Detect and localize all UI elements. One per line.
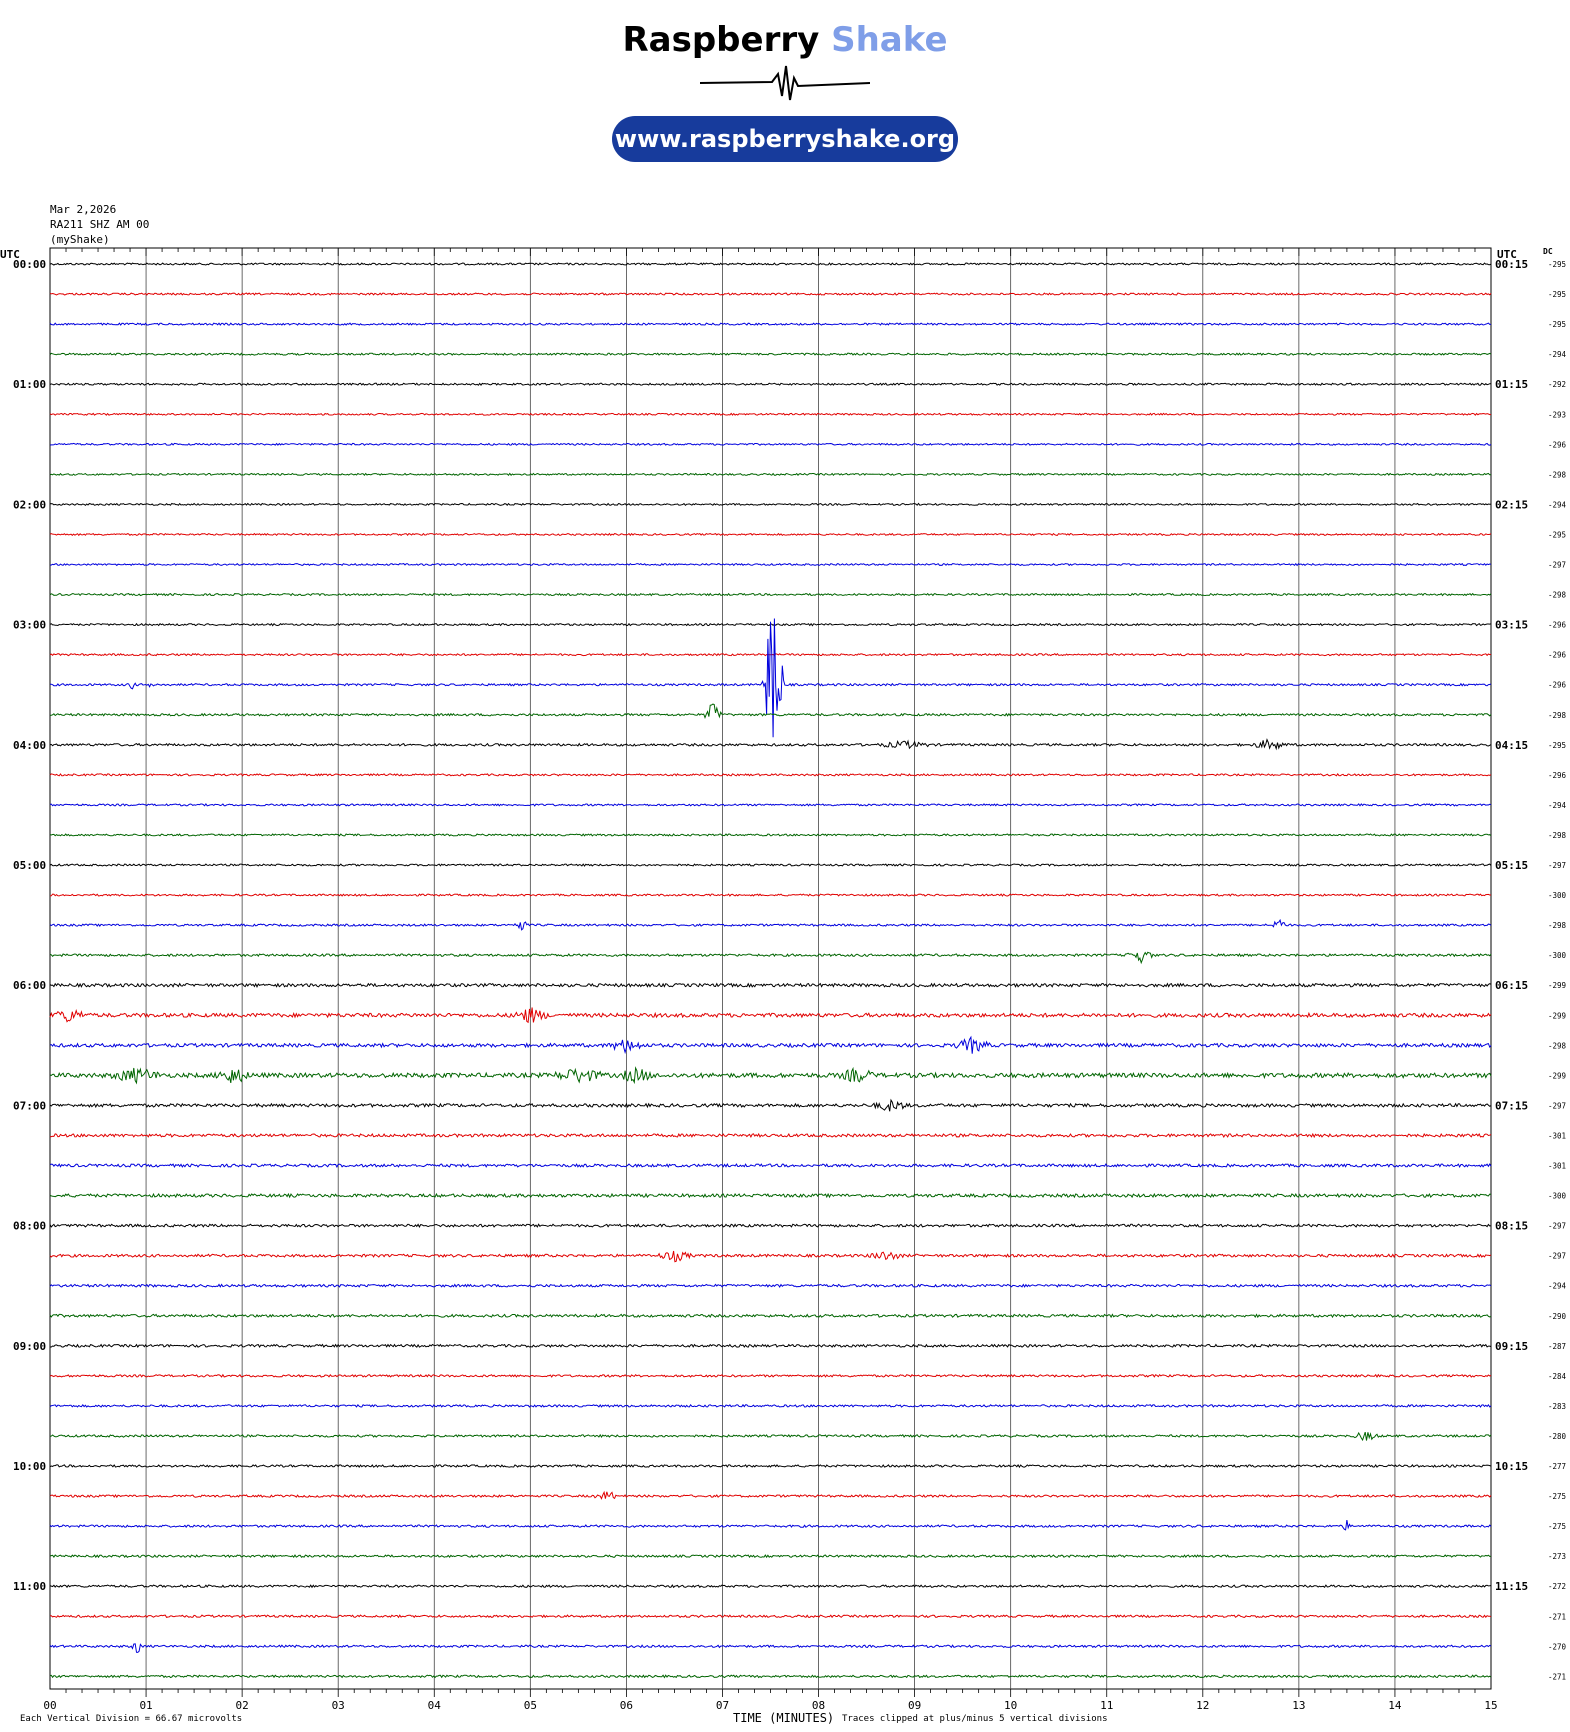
seismogram-trace <box>50 1008 1491 1023</box>
utc-hour-label-left: 09:00 <box>13 1339 47 1353</box>
dc-offset-label: -295 <box>1548 320 1567 330</box>
dc-offset-label: -295 <box>1548 530 1567 540</box>
dc-offset-label: -299 <box>1548 981 1567 991</box>
utc-hour-label-left: 07:00 <box>13 1099 47 1113</box>
dc-offset-label: -297 <box>1548 1101 1567 1111</box>
website-url-badge[interactable]: www.raspberryshake.org <box>612 116 958 162</box>
dc-offset-label: -296 <box>1548 650 1567 660</box>
dc-offset-label: -297 <box>1548 1221 1567 1231</box>
seismogram-trace <box>50 323 1491 325</box>
x-tick-label: 14 <box>1388 1699 1402 1712</box>
seismogram-trace <box>50 1644 1491 1653</box>
seismogram-trace <box>50 564 1491 566</box>
utc-hour-label-right: 06:15 <box>1495 979 1529 993</box>
utc-hour-label-right: 07:15 <box>1495 1099 1529 1113</box>
utc-hour-label-right: 11:15 <box>1495 1580 1529 1594</box>
seismogram-trace <box>50 263 1491 265</box>
seismogram-trace <box>50 413 1491 415</box>
utc-hour-label-left: 08:00 <box>13 1219 47 1233</box>
seismogram-trace <box>50 774 1491 776</box>
dc-offset-label: -296 <box>1548 440 1567 450</box>
dc-offset-label: -297 <box>1548 861 1567 870</box>
dc-offset-label: -290 <box>1548 1311 1567 1321</box>
seismogram-trace <box>50 920 1491 930</box>
seismogram-trace <box>50 1375 1491 1377</box>
dc-offset-label: -273 <box>1548 1552 1567 1562</box>
x-axis-label: TIME (MINUTES) <box>733 1711 835 1725</box>
dc-offset-label: -298 <box>1548 470 1567 480</box>
dc-offset-label: -295 <box>1548 290 1567 300</box>
utc-hour-label-left: 00:00 <box>13 258 47 271</box>
seismogram-trace <box>50 654 1491 656</box>
utc-hour-label-right: 00:15 <box>1495 258 1529 271</box>
dc-offset-label: -283 <box>1548 1401 1567 1411</box>
dc-offset-label: -292 <box>1548 380 1567 390</box>
utc-left-header: UTC <box>0 248 20 261</box>
dc-offset-label: -277 <box>1548 1462 1567 1471</box>
dc-offset-label: -296 <box>1548 680 1567 690</box>
seismogram-trace <box>50 740 1491 749</box>
seismogram-trace <box>50 1615 1491 1617</box>
dc-offset-label: -295 <box>1548 260 1567 269</box>
seismogram-trace <box>50 474 1491 476</box>
dc-offset-label: -298 <box>1548 710 1567 720</box>
seismogram-trace <box>50 1465 1491 1467</box>
dc-offset-label: -295 <box>1548 740 1567 750</box>
brand-title: Raspberry Shake <box>622 20 948 60</box>
seismogram-trace <box>50 504 1491 506</box>
seismogram-trace <box>50 952 1491 962</box>
seismogram-trace <box>50 1432 1491 1440</box>
dc-offset-label: -280 <box>1548 1431 1567 1441</box>
x-tick-label: 06 <box>619 1699 634 1712</box>
dc-offset-label: -294 <box>1548 800 1567 810</box>
seismogram-trace <box>50 1555 1491 1557</box>
seismogram-trace <box>50 1284 1491 1287</box>
seismogram-trace <box>50 594 1491 596</box>
clip-note: Traces clipped at plus/minus 5 vertical divisions <box>842 1714 1108 1724</box>
seismogram-trace <box>50 383 1491 385</box>
x-tick-label: 00 <box>43 1699 57 1712</box>
dc-offset-label: -272 <box>1548 1582 1567 1592</box>
seismogram-trace <box>50 534 1491 536</box>
seismogram-trace <box>50 1100 1491 1111</box>
x-tick-label: 02 <box>235 1699 249 1712</box>
dc-offset-label: -300 <box>1548 951 1567 961</box>
dc-offset-label: -299 <box>1548 1011 1567 1021</box>
division-note: Each Vertical Division = 66.67 microvolts <box>20 1714 243 1724</box>
plot-frame <box>50 248 1491 1689</box>
dc-offset-label: -296 <box>1548 770 1567 780</box>
utc-hour-label-right: 03:15 <box>1495 618 1529 632</box>
utc-hour-label-left: 10:00 <box>13 1460 47 1473</box>
seismogram-trace <box>50 894 1491 896</box>
dc-offset-label: -294 <box>1548 350 1567 360</box>
seismogram-trace <box>50 1345 1491 1348</box>
seismogram-trace <box>50 1224 1491 1227</box>
x-tick-label: 12 <box>1196 1699 1210 1712</box>
dc-offset-label: -298 <box>1548 1041 1567 1051</box>
x-tick-label: 15 <box>1484 1699 1498 1712</box>
seismogram-trace <box>50 984 1491 987</box>
seismogram-trace <box>50 804 1491 806</box>
utc-hour-label-left: 05:00 <box>13 859 47 872</box>
seismogram-trace <box>50 864 1491 866</box>
dc-offset-label: -275 <box>1548 1492 1567 1502</box>
dc-offset-label: -296 <box>1548 620 1567 630</box>
dc-offset-label: -301 <box>1548 1161 1567 1171</box>
utc-right-header: UTC <box>1497 248 1517 261</box>
seismogram-trace <box>50 1675 1491 1677</box>
x-tick-label: 03 <box>331 1699 345 1712</box>
dc-offset-label: -284 <box>1548 1371 1567 1381</box>
seismogram-trace <box>50 1068 1491 1083</box>
utc-hour-label-right: 05:15 <box>1495 859 1529 872</box>
dc-offset-label: -300 <box>1548 891 1567 901</box>
seismogram-trace <box>50 834 1491 836</box>
dc-offset-label: -294 <box>1548 500 1567 510</box>
dc-offset-label: -297 <box>1548 1251 1567 1261</box>
seismogram-trace <box>50 619 1491 738</box>
dc-offset-label: -271 <box>1548 1612 1567 1622</box>
dc-offset-label: -287 <box>1548 1341 1567 1351</box>
dc-offset-label: -271 <box>1548 1672 1567 1682</box>
utc-hour-label-right: 09:15 <box>1495 1339 1529 1353</box>
seismogram-trace <box>50 1037 1491 1054</box>
dc-offset-label: -298 <box>1548 590 1567 600</box>
dc-offset-label: -275 <box>1548 1522 1567 1532</box>
seismogram-trace <box>50 1251 1491 1262</box>
x-tick-label: 01 <box>139 1699 153 1712</box>
seismogram-trace <box>50 443 1491 445</box>
x-tick-label: 07 <box>715 1699 730 1712</box>
x-tick-label: 10 <box>1004 1699 1018 1712</box>
dc-offset-label: -301 <box>1548 1131 1567 1141</box>
utc-hour-label-left: 04:00 <box>13 738 47 752</box>
dc-offset-label: -299 <box>1548 1071 1567 1081</box>
seismogram-trace <box>50 1194 1491 1197</box>
seismogram-trace <box>50 353 1491 355</box>
dc-header: DC <box>1543 247 1553 256</box>
utc-hour-label-right: 02:15 <box>1495 498 1529 512</box>
utc-hour-label-left: 11:00 <box>13 1580 47 1594</box>
dc-offset-label: -297 <box>1548 560 1567 570</box>
x-tick-label: 11 <box>1100 1699 1114 1712</box>
utc-hour-label-left: 01:00 <box>13 378 47 392</box>
seismogram-trace <box>50 1585 1491 1587</box>
dc-offset-label: -298 <box>1548 830 1567 840</box>
dc-offset-label: -298 <box>1548 921 1567 931</box>
utc-hour-label-right: 08:15 <box>1495 1219 1529 1233</box>
utc-hour-label-left: 02:00 <box>13 498 47 512</box>
data-source: (myShake) <box>50 233 110 246</box>
x-tick-label: 04 <box>427 1699 441 1712</box>
x-tick-label: 09 <box>907 1699 922 1712</box>
seismogram-trace <box>50 1520 1491 1530</box>
x-tick-label: 13 <box>1292 1699 1306 1712</box>
utc-hour-label-left: 03:00 <box>13 618 47 632</box>
seismogram-trace <box>50 704 1491 718</box>
utc-hour-label-right: 01:15 <box>1495 378 1529 392</box>
utc-hour-label-right: 10:15 <box>1495 1460 1529 1473</box>
seismogram-trace <box>50 1134 1491 1137</box>
utc-hour-label-right: 04:15 <box>1495 738 1529 752</box>
x-tick-label: 05 <box>523 1699 537 1712</box>
seismogram-trace <box>50 1314 1491 1317</box>
plot-date: Mar 2,2026 <box>50 203 117 216</box>
x-tick-label: 08 <box>811 1699 826 1712</box>
dc-offset-label: -293 <box>1548 410 1567 420</box>
seismogram-trace <box>50 1164 1491 1167</box>
seismogram-trace <box>50 1492 1491 1499</box>
utc-hour-label-left: 06:00 <box>13 979 47 993</box>
dc-offset-label: -270 <box>1548 1642 1567 1652</box>
seismogram-trace <box>50 293 1491 295</box>
seismogram-trace <box>50 1405 1491 1407</box>
dc-offset-label: -300 <box>1548 1191 1567 1201</box>
dc-offset-label: -294 <box>1548 1281 1567 1291</box>
station-id: RA211 SHZ AM 00 <box>50 218 150 231</box>
